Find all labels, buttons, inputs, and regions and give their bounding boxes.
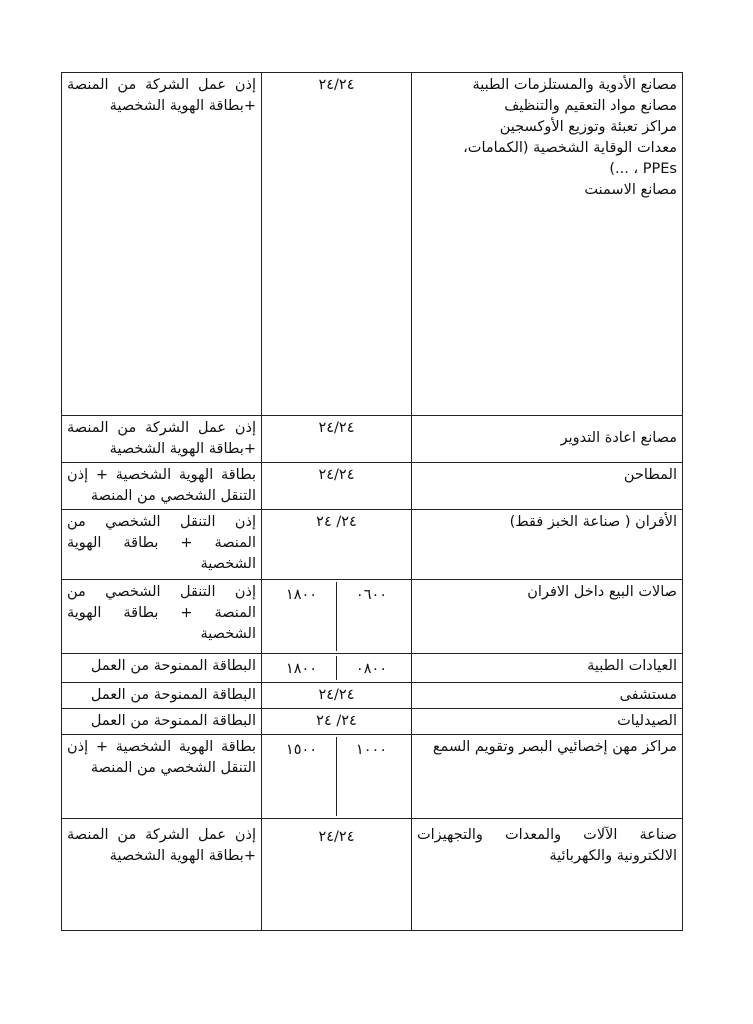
sector-line: الصيدليات (617, 713, 677, 729)
hours-cell: ٢٤/ ٢٤ (262, 709, 412, 735)
hours-split-cell (262, 654, 412, 683)
hours-cell: ٢٤/٢٤ (262, 416, 412, 463)
hours-from: ٠٨٠٠ (355, 661, 388, 677)
sector-cell (412, 580, 683, 654)
table-row (62, 819, 683, 931)
requirement-cell: إذن عمل الشركة من المنصة +بطاقة الهوية الشخصية (62, 73, 262, 416)
requirement-cell: البطاقة الممنوحة من العمل (62, 654, 262, 683)
table-row (62, 735, 683, 819)
sector-line: العيادات الطبية (587, 658, 677, 674)
requirement-cell: البطاقة الممنوحة من العمل (62, 709, 262, 735)
sector-cell (412, 510, 683, 580)
sector-line: مصانع الأدوية والمستلزمات الطبية (472, 77, 677, 93)
sector-cell (412, 735, 683, 819)
hours-from: ١٠٠٠ (355, 742, 388, 758)
requirement-cell: بطاقة الهوية الشخصية + إذن التنقل الشخصي من المنصة (62, 735, 262, 819)
sector-line: صالات البيع داخل الافران (527, 584, 677, 600)
requirement-cell: إذن عمل الشركة من المنصة +بطاقة الهوية الشخصية (62, 416, 262, 463)
sector-cell (412, 73, 683, 416)
hours-cell: ٢٤/٢٤ (262, 463, 412, 510)
hours-from: ٠٦٠٠ (355, 587, 388, 603)
requirement-cell: إذن عمل الشركة من المنصة +بطاقة الهوية الشخصية (62, 819, 262, 931)
requirement-cell: إذن التنقل الشخصي من المنصة + بطاقة الهوية الشخصية (62, 510, 262, 580)
sector-line: مراكز تعبئة وتوزيع الأوكسجين (499, 119, 677, 135)
permits-table (61, 72, 683, 931)
requirement-cell: إذن التنقل الشخصي من المنصة + بطاقة الهوية الشخصية (62, 580, 262, 654)
table-row (62, 683, 683, 709)
requirement-cell: بطاقة الهوية الشخصية + إذن التنقل الشخصي من المنصة (62, 463, 262, 510)
hours-split-cell (262, 735, 412, 819)
sector-line: مستشفى (619, 687, 677, 703)
sector-cell (412, 683, 683, 709)
sector-line: الأفران ( صناعة الخبز فقط) (509, 514, 677, 530)
sector-line: مصانع الاسمنت (584, 182, 677, 198)
hours-split-cell (262, 580, 412, 654)
table-row (62, 580, 683, 654)
sector-line: المطاحن (623, 467, 677, 483)
hours-to: ١٥٠٠ (267, 737, 337, 816)
table-row (62, 73, 683, 416)
requirement-cell: البطاقة الممنوحة من العمل (62, 683, 262, 709)
sector-line: صناعة الآلات والمعدات والتجهيزات الالكترونية والكهربائية (417, 827, 677, 864)
table-row (62, 654, 683, 683)
sector-line: مصانع مواد التعقيم والتنظيف (504, 98, 677, 114)
sector-cell (412, 654, 683, 683)
hours-cell: ٢٤/ ٢٤ (262, 510, 412, 580)
table-row (62, 709, 683, 735)
table-row (62, 510, 683, 580)
hours-cell: ٢٤/٢٤ (262, 819, 412, 931)
hours-cell: ٢٤/٢٤ (262, 73, 412, 416)
sector-line: معدات الوقاية الشخصية (الكمامات، (463, 140, 677, 156)
sector-cell (412, 709, 683, 735)
sector-cell (412, 819, 683, 931)
hours-cell: ٢٤/٢٤ (262, 683, 412, 709)
sector-line: PPEs ، ...) (609, 161, 677, 177)
sector-cell (412, 463, 683, 510)
table-row (62, 463, 683, 510)
hours-to: ١٨٠٠ (267, 582, 337, 651)
hours-to: ١٨٠٠ (267, 656, 337, 680)
sector-cell (412, 416, 683, 463)
table-row (62, 416, 683, 463)
sector-line: مصانع اعادة التدوير (560, 430, 677, 446)
sector-line: مراكز مهن إخصائيي البصر وتقويم السمع (432, 739, 677, 755)
